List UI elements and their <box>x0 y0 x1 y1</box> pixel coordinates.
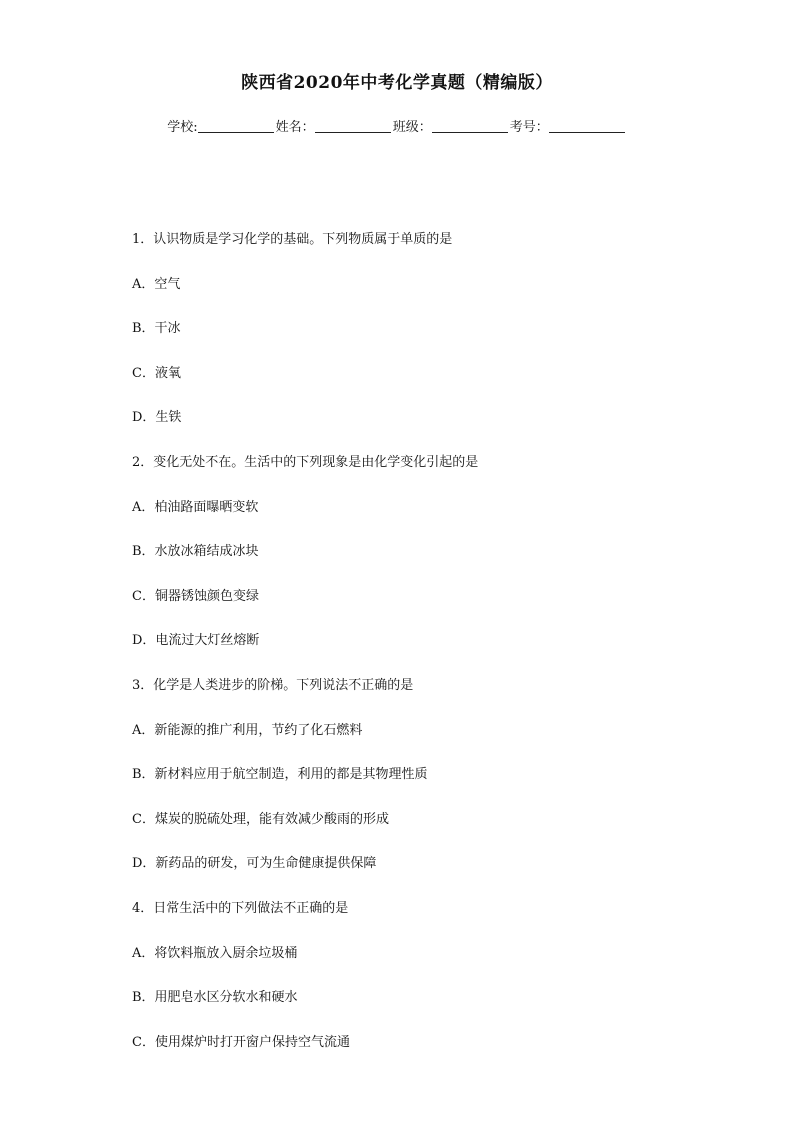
answer-option: B．用肥皂水区分软水和硬水 <box>132 990 298 1006</box>
answer-option: C．液氧 <box>132 365 181 381</box>
question-4 <box>132 899 732 1077</box>
answer-option: B．新材料应用于航空制造，利用的都是其物理性质 <box>132 767 428 783</box>
class-label: 班级： <box>392 120 432 135</box>
page-title: 陕西省2020年中考化学真题（精编版） <box>241 73 553 93</box>
question-stem: 4．日常生活中的下列做法不正确的是 <box>132 900 349 916</box>
question-1 <box>132 230 732 453</box>
answer-option: A．柏油路面曝晒变软 <box>132 499 259 515</box>
student-info-row <box>0 116 794 135</box>
answer-option: C．铜器锈蚀颜色变绿 <box>132 588 259 604</box>
exam-number-label: 考号： <box>509 120 549 135</box>
answer-option: D．新药品的研发，可为生命健康提供保障 <box>132 856 377 872</box>
school-blank[interactable] <box>198 118 274 133</box>
answer-option: A．空气 <box>132 276 181 292</box>
question-stem: 1．认识物质是学习化学的基础。下列物质属于单质的是 <box>132 232 453 247</box>
class-blank[interactable] <box>432 118 508 133</box>
name-label: 姓名： <box>275 120 315 135</box>
question-stem: 3．化学是人类进步的阶梯。下列说法不正确的是 <box>132 677 414 693</box>
answer-option: A．将饮料瓶放入厨余垃圾桶 <box>132 945 298 961</box>
name-blank[interactable] <box>315 118 391 133</box>
answer-option: C．使用煤炉时打开窗户保持空气流通 <box>132 1034 350 1050</box>
answer-option: C．煤炭的脱硫处理，能有效减少酸雨的形成 <box>132 811 389 827</box>
school-label: 学校: <box>167 120 198 135</box>
answer-option: B．干冰 <box>132 321 181 337</box>
answer-option: B．水放冰箱结成冰块 <box>132 544 259 560</box>
answer-option: A．新能源的推广利用，节约了化石燃料 <box>132 722 363 738</box>
answer-option: D．电流过大灯丝熔断 <box>132 633 260 649</box>
question-stem: 2．变化无处不在。生活中的下列现象是由化学变化引起的是 <box>132 454 479 470</box>
question-list <box>132 230 732 1077</box>
question-3 <box>132 676 732 899</box>
answer-option: D．生铁 <box>132 410 182 426</box>
question-2 <box>132 453 732 676</box>
exam-number-blank[interactable] <box>549 118 625 133</box>
